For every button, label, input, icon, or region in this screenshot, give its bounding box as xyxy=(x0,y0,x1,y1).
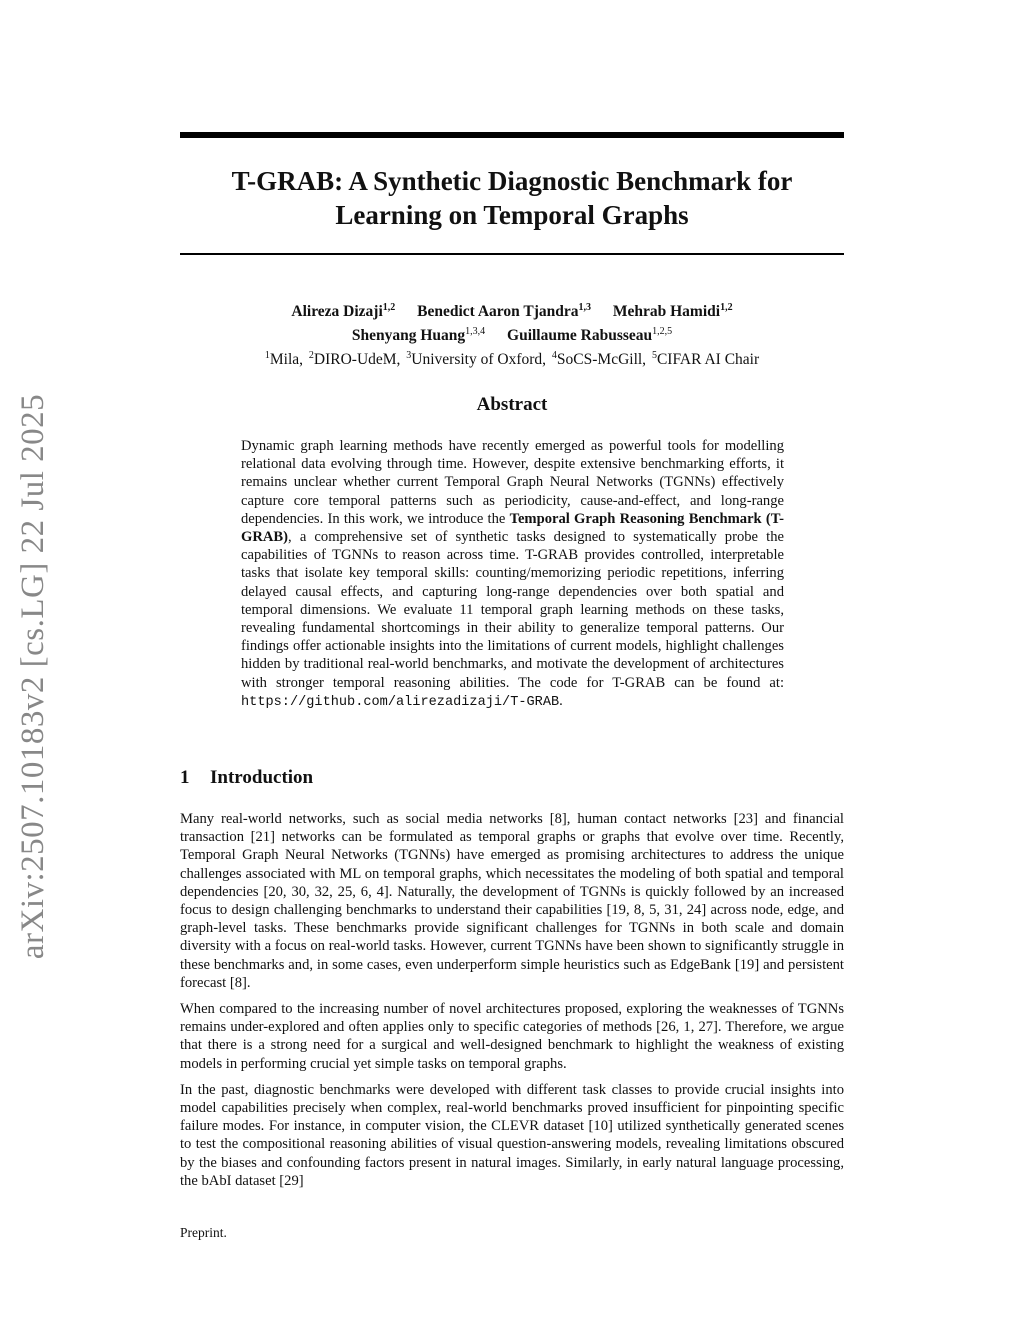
paragraph: In the past, diagnostic benchmarks were developed with different task classes to provide crucial insights into model capabilities precisely when complex, real-world benchmarks proved insufficient for pinpointing specific failure modes. For instance, in computer vision, the CLEVR dataset [10] utilized synthetically generated scenes to test the compositional reasoning abilities of visual question-answering models, revealing limitations obscured by the biases and confounding factors present in natural images. Similarly, in early natural language processing, the bAbI dataset [29] xyxy=(180,1081,844,1189)
affiliation: $^3$University of Oxford, xyxy=(406,350,547,369)
paragraph: When compared to the increasing number of novel architectures proposed, exploring the weaknesses of TGNNs remains under-explored and often applies only to specific categories of methods [26, 1, 27]. Therefore, we argue that there is a strong need for a surgical and well-designed benchmark to highlight the weakness of existing models in performing crucial yet simple tasks on temporal graphs. xyxy=(180,1001,844,1072)
affiliation: $^4$SoCS-McGill, xyxy=(551,350,647,369)
paragraph: Many real-world networks, such as social media networks [8], human contact networks [23] and financial transaction [21] networks can be formulated as temporal graphs or graphs that evolve over time. Recently, Temporal Graph Neural Networks (TGNNs) have emerged as promising architectures to address the unique challenges associated with ML on temporal graphs, which necessitates the modeling of both spatial and temporal dependencies [20, 30, 32, 25, 6, 4]. Naturally, the development of TGNNs is quickly followed by an increased focus to design challenging benchmarks to understand their capabilities [19, 8, 5, 31, 24] across node, edge, and graph-level tasks. These benchmarks provide significant challenges for TGNNs in both scale and domain diversity with a focus on real-world tasks. However, current TGNNs have been shown to significantly struggle in these benchmarks and, in some cases, even underperform simple heuristics such as EdgeBank [19] and persistent forecast [8]. xyxy=(180,811,844,991)
affiliation-line xyxy=(180,346,844,370)
arxiv-identifier xyxy=(12,376,56,976)
title-rule-top xyxy=(180,132,844,138)
author-name: Mehrab Hamidi$^{1,2}$ xyxy=(612,302,733,321)
section-heading-introduction xyxy=(180,767,844,789)
affiliation: $^1$Mila, xyxy=(264,350,304,369)
author-line-1 xyxy=(180,298,844,322)
title-rule-bottom xyxy=(180,253,844,255)
arxiv-identifier-text: arXiv:2507.10183v2 [cs.LG] 22 Jul 2025 xyxy=(15,393,52,959)
paper-title-line-2: Learning on Temporal Graphs xyxy=(335,200,689,230)
affiliation: $^2$DIRO-UdeM, xyxy=(308,350,401,369)
section-title: Introduction xyxy=(210,767,314,788)
author-block xyxy=(180,298,844,370)
footer-note: Preprint. xyxy=(180,1225,227,1240)
author-name: Benedict Aaron Tjandra$^{1,3}$ xyxy=(417,302,591,321)
author-name: Guillaume Rabusseau$^{1,2,5}$ xyxy=(507,326,673,345)
author-line-2 xyxy=(180,322,844,346)
paper-title-line-1: T-GRAB: A Synthetic Diagnostic Benchmark for xyxy=(231,166,793,196)
section-number: 1 xyxy=(180,767,190,788)
code-repository-link[interactable]: https://github.com/alirezadizaji/T-GRAB xyxy=(241,694,560,710)
abstract-text: Dynamic graph learning methods have recently emerged as powerful tools for modelling relational data evolving through time. However, despite extensive benchmarking efforts, it remains unclear whether current Temporal Graph Neural Networks (TGNNs) effectively capture core temporal patterns such as periodicity, cause-and-effect, and long-range dependencies. In this work, we introduce the Temporal Graph Reasoning Benchmark (T-GRAB), a comprehensive set of synthetic tasks designed to systematically probe the capabilities of TGNNs to reason across time. T-GRAB provides controlled, interpretable tasks that isolate key temporal skills: counting/memorizing periodic repetitions, inferring delayed causal effects, and capturing long-range dependencies over both spatial and temporal dimensions. We evaluate 11 temporal graph learning methods on these tasks, revealing fundamental shortcomings in their ability to generalize temporal patterns. Our findings offer actionable insights into the limitations of current models, highlight challenges hidden by traditional real-world benchmarks, and motivate the development of architectures with stronger temporal reasoning abilities. The code for T-GRAB can be found at: https://github.com/alirezadizaji/T-GRAB. xyxy=(241,438,784,710)
author-name: Alireza Dizaji$^{1,2}$ xyxy=(291,302,396,321)
author-name: Shenyang Huang$^{1,3,4}$ xyxy=(351,326,486,345)
affiliation: $^5$CIFAR AI Chair xyxy=(651,350,760,369)
abstract-heading: Abstract xyxy=(476,394,548,415)
paper-title xyxy=(180,164,844,232)
benchmark-name: Temporal Graph Reasoning Benchmark (T-GRAB) xyxy=(241,510,784,546)
introduction-body xyxy=(180,810,844,1198)
